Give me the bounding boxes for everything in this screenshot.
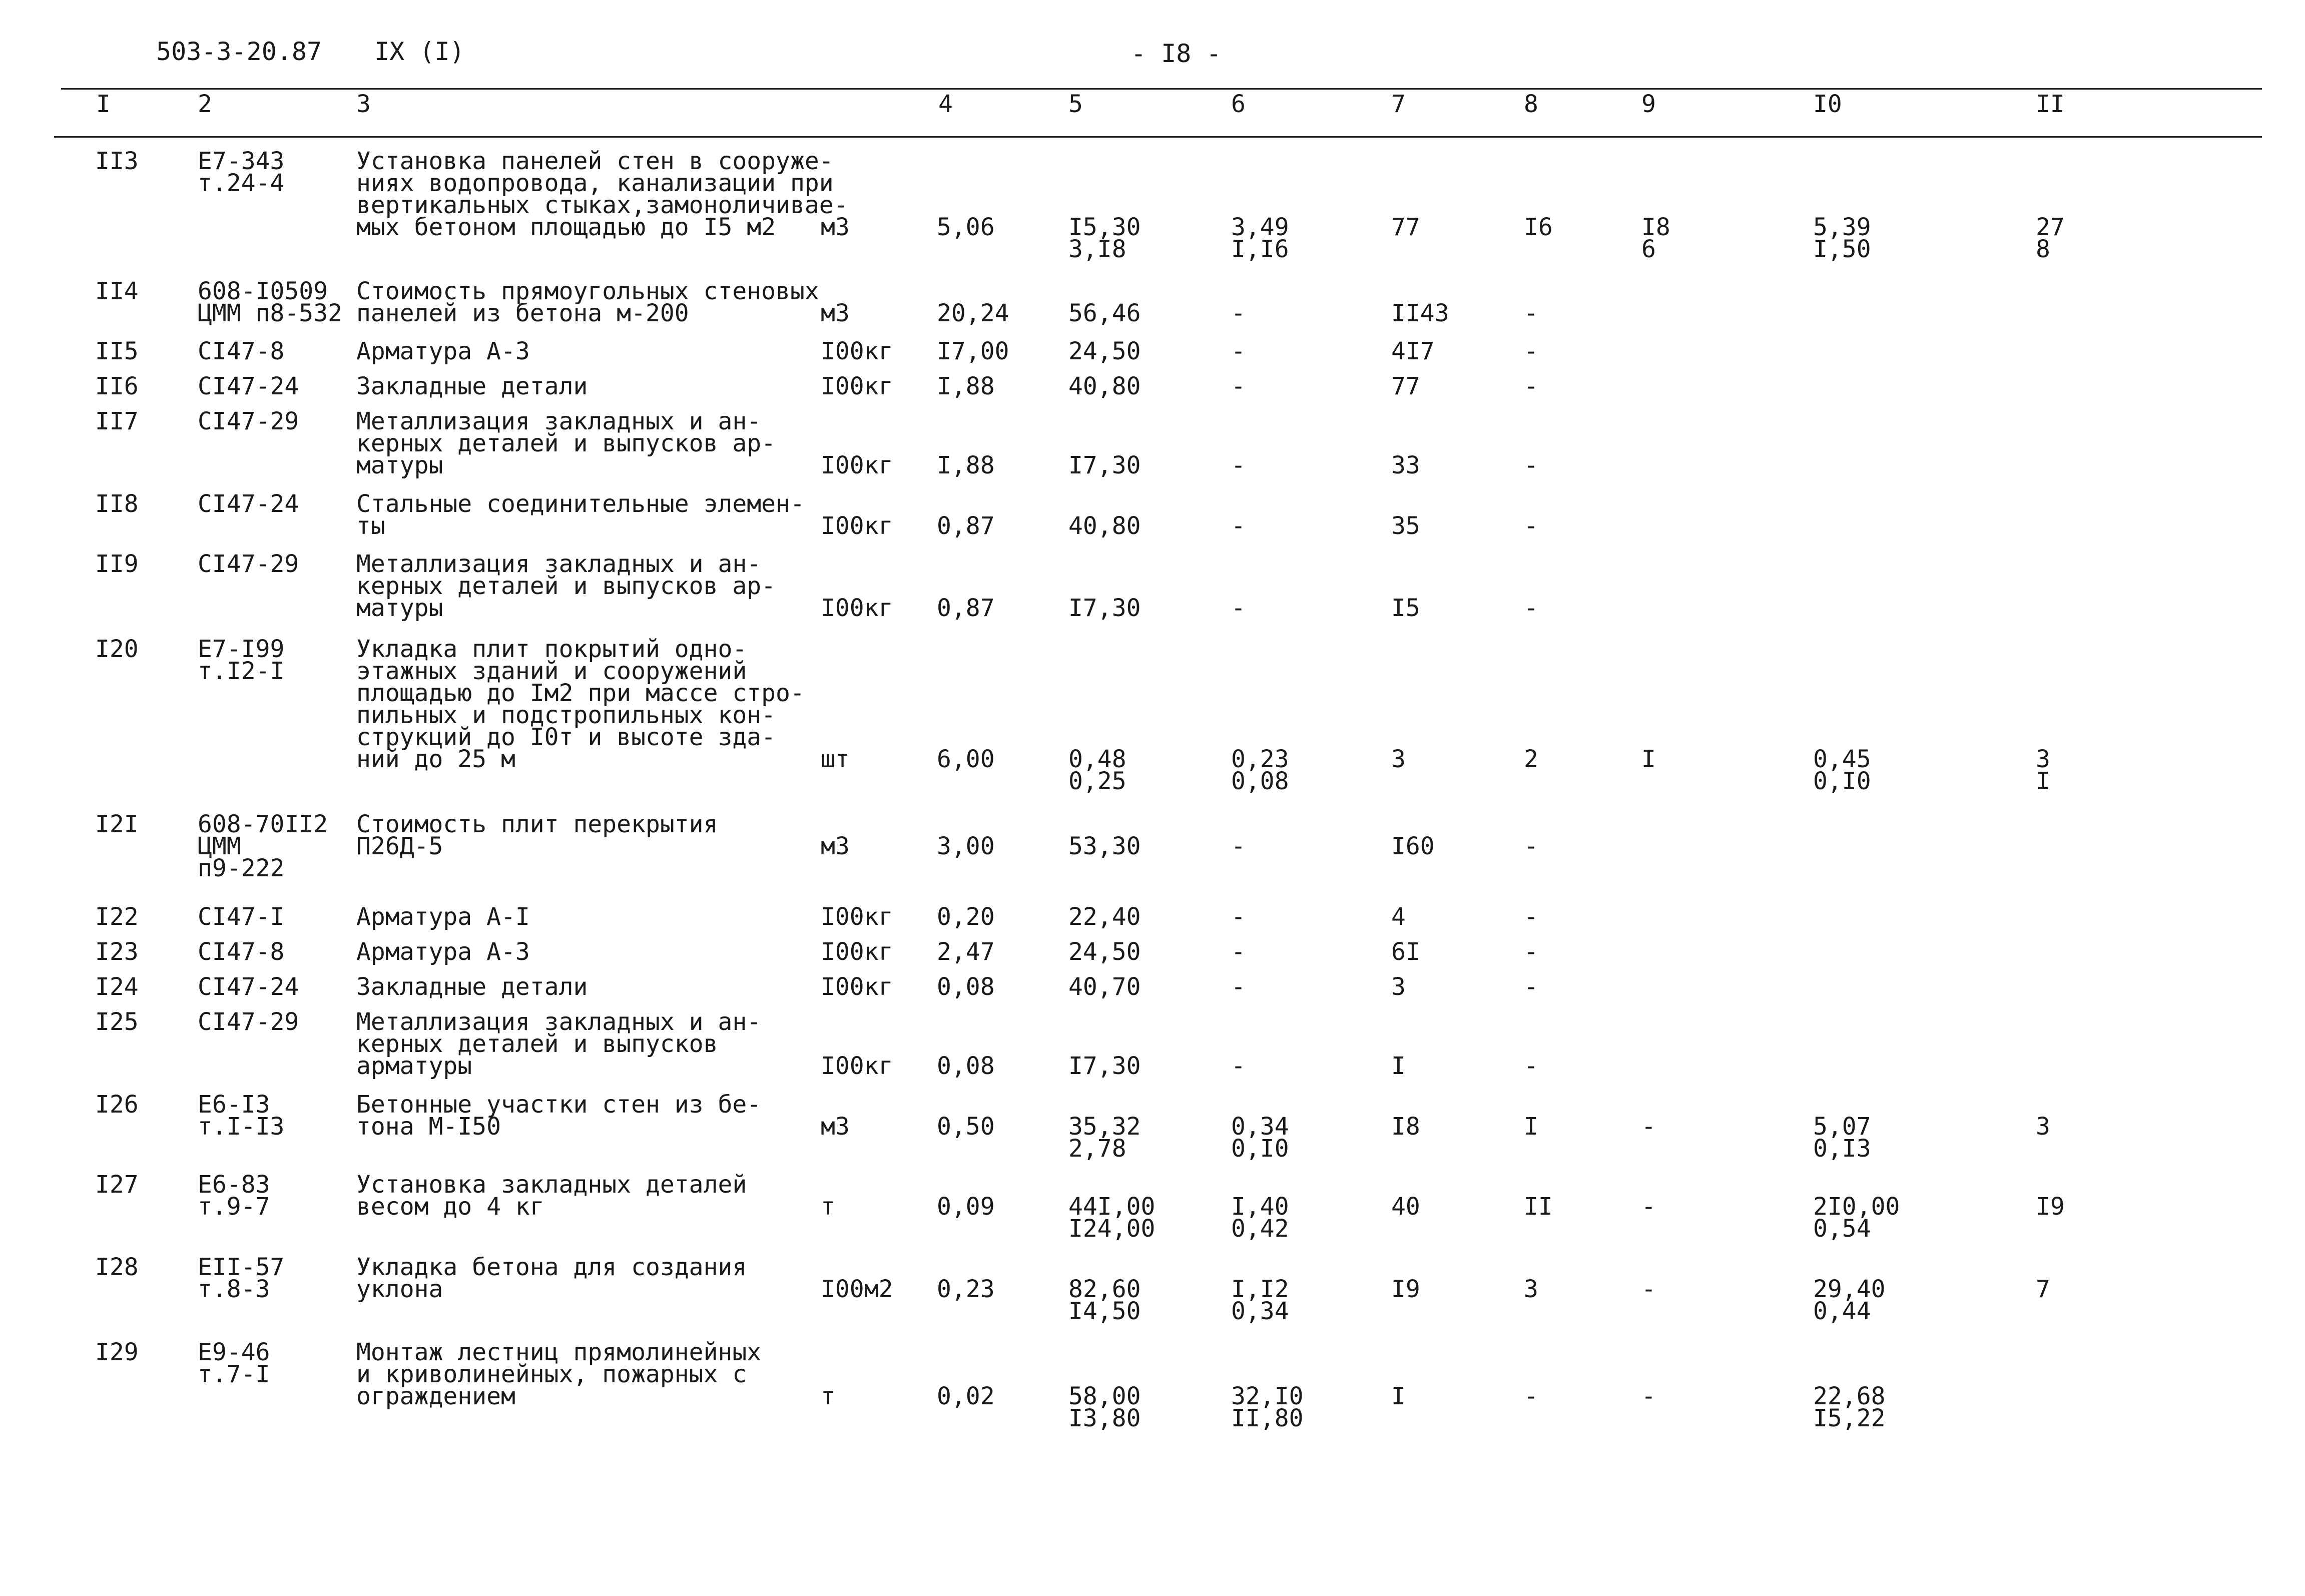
cost-value: I7,30 xyxy=(1068,594,1141,622)
cost-value: II xyxy=(1524,1193,1553,1221)
cost-value: 40,70 xyxy=(1068,973,1141,1001)
quantity: 0,08 xyxy=(937,973,995,1001)
work-description: ограждением xyxy=(356,1382,515,1410)
cost-value: 0,I3 xyxy=(1813,1135,1871,1163)
cost-value: 22,68 xyxy=(1813,1382,1886,1410)
cost-value: 0,23 xyxy=(1231,745,1289,773)
cost-value: I xyxy=(1524,1113,1538,1141)
norm-code: E7-343 xyxy=(198,147,285,175)
cost-value: 3 xyxy=(1391,745,1406,773)
work-description: керных деталей и выпусков ар- xyxy=(356,429,776,457)
work-description: Бетонные участки стен из бе- xyxy=(356,1091,762,1119)
header-bottom-rule xyxy=(54,136,2262,138)
column-header: 4 xyxy=(938,90,953,118)
cost-value: - xyxy=(1524,938,1538,966)
column-header: I0 xyxy=(1813,90,1842,118)
quantity: 0,02 xyxy=(937,1382,995,1410)
cost-value: 0,34 xyxy=(1231,1297,1289,1325)
cost-value: 82,60 xyxy=(1068,1275,1141,1303)
cost-value: 2I0,00 xyxy=(1813,1193,1900,1221)
cost-value: 0,25 xyxy=(1068,767,1126,795)
row-number: I2I xyxy=(95,810,139,838)
work-description: Закладные детали xyxy=(356,973,588,1001)
cost-value: 53,30 xyxy=(1068,832,1141,860)
cost-value: 0,42 xyxy=(1231,1215,1289,1243)
cost-value: 3 xyxy=(1391,973,1406,1001)
unit-of-measure: м3 xyxy=(821,832,850,860)
cost-value: 29,40 xyxy=(1813,1275,1886,1303)
cost-value: I60 xyxy=(1391,832,1435,860)
quantity: 0,20 xyxy=(937,903,995,931)
unit-of-measure: I00кг xyxy=(821,337,893,365)
column-header: 9 xyxy=(1641,90,1656,118)
cost-value: II,80 xyxy=(1231,1404,1304,1432)
cost-value: I,I2 xyxy=(1231,1275,1289,1303)
cost-value: 0,I0 xyxy=(1813,767,1871,795)
cost-value: - xyxy=(1641,1275,1656,1303)
row-number: I28 xyxy=(95,1253,139,1281)
quantity: 3,00 xyxy=(937,832,995,860)
column-header: 8 xyxy=(1524,90,1538,118)
work-description: Арматура А-I xyxy=(356,903,530,931)
cost-value: 27 xyxy=(2036,213,2065,241)
unit-of-measure: м3 xyxy=(821,213,850,241)
cost-value: 4 xyxy=(1391,903,1406,931)
row-number: I29 xyxy=(95,1338,139,1366)
cost-value: 2,78 xyxy=(1068,1135,1126,1163)
cost-value: 40 xyxy=(1391,1193,1420,1221)
cost-value: I3,80 xyxy=(1068,1404,1141,1432)
cost-value: I xyxy=(1641,745,1656,773)
cost-value: 7 xyxy=(2036,1275,2050,1303)
norm-code: CI47-8 xyxy=(198,938,285,966)
work-description: Стоимость прямоугольных стеновых xyxy=(356,277,819,305)
work-description: Арматура А-3 xyxy=(356,938,530,966)
norm-code: CI47-29 xyxy=(198,407,299,435)
work-description: вертикальных стыках,замоноличивае- xyxy=(356,191,848,219)
quantity: 20,24 xyxy=(937,299,1009,327)
unit-of-measure: т xyxy=(821,1193,835,1221)
norm-code: т.8-3 xyxy=(198,1275,270,1303)
column-header: 2 xyxy=(198,90,212,118)
cost-value: - xyxy=(1524,832,1538,860)
norm-code: 608-I0509 xyxy=(198,277,328,305)
quantity: I7,00 xyxy=(937,337,1009,365)
quantity: 5,06 xyxy=(937,213,995,241)
quantity: I,88 xyxy=(937,451,995,479)
row-number: II7 xyxy=(95,407,139,435)
header-top-rule xyxy=(61,88,2262,90)
work-description: весом до 4 кг xyxy=(356,1193,544,1221)
norm-code: т.7-I xyxy=(198,1360,270,1388)
cost-value: - xyxy=(1231,903,1246,931)
column-header: II xyxy=(2036,90,2065,118)
work-description: Укладка плит покрытий одно- xyxy=(356,635,747,663)
unit-of-measure: м3 xyxy=(821,1113,850,1141)
cost-value: I8 xyxy=(1391,1113,1420,1141)
cost-value: - xyxy=(1524,337,1538,365)
cost-value: I4,50 xyxy=(1068,1297,1141,1325)
cost-value: 8 xyxy=(2036,235,2050,263)
cost-value: - xyxy=(1524,1052,1538,1080)
cost-value: 0,48 xyxy=(1068,745,1126,773)
cost-value: I,50 xyxy=(1813,235,1871,263)
column-header: 3 xyxy=(356,90,371,118)
work-description: Металлизация закладных и ан- xyxy=(356,407,762,435)
cost-value: I xyxy=(1391,1382,1406,1410)
cost-value: I24,00 xyxy=(1068,1215,1156,1243)
cost-value: 5,07 xyxy=(1813,1113,1871,1141)
cost-value: 77 xyxy=(1391,213,1420,241)
work-description: струкций до I0т и высоте зда- xyxy=(356,723,776,751)
row-number: II8 xyxy=(95,490,139,518)
cost-value: 3 xyxy=(1524,1275,1538,1303)
row-number: II3 xyxy=(95,147,139,175)
quantity: 6,00 xyxy=(937,745,995,773)
cost-value: 6 xyxy=(1641,235,1656,263)
row-number: II6 xyxy=(95,372,139,400)
cost-value: I8 xyxy=(1641,213,1670,241)
cost-value: 32,I0 xyxy=(1231,1382,1304,1410)
cost-value: - xyxy=(1231,832,1246,860)
cost-value: - xyxy=(1524,299,1538,327)
norm-code: CI47-I xyxy=(198,903,285,931)
cost-value: - xyxy=(1524,372,1538,400)
column-header: 5 xyxy=(1068,90,1083,118)
cost-value: 0,44 xyxy=(1813,1297,1871,1325)
doc-section: IX (I) xyxy=(374,37,465,66)
work-description: ниях водопровода, канализации при xyxy=(356,169,834,197)
cost-value: - xyxy=(1231,1052,1246,1080)
unit-of-measure: I00кг xyxy=(821,372,893,400)
row-number: I26 xyxy=(95,1091,139,1119)
cost-value: 58,00 xyxy=(1068,1382,1141,1410)
work-description: Металлизация закладных и ан- xyxy=(356,1008,762,1036)
cost-value: - xyxy=(1231,973,1246,1001)
doc-code: 503-3-20.87 xyxy=(156,37,322,66)
unit-of-measure: I00кг xyxy=(821,973,893,1001)
row-number: II4 xyxy=(95,277,139,305)
norm-code: п9-222 xyxy=(198,854,285,882)
cost-value: 35,32 xyxy=(1068,1113,1141,1141)
row-number: I27 xyxy=(95,1171,139,1199)
row-number: I25 xyxy=(95,1008,139,1036)
work-description: керных деталей и выпусков xyxy=(356,1030,718,1058)
cost-value: 44I,00 xyxy=(1068,1193,1156,1221)
cost-value: 56,46 xyxy=(1068,299,1141,327)
work-description: уклона xyxy=(356,1275,443,1303)
cost-value: I,I6 xyxy=(1231,235,1289,263)
norm-code: CI47-24 xyxy=(198,490,299,518)
work-description: Установка панелей стен в сооруже- xyxy=(356,147,834,175)
column-header: I xyxy=(96,90,111,118)
work-description: П26Д-5 xyxy=(356,832,443,860)
cost-value: I7,30 xyxy=(1068,451,1141,479)
cost-value: 35 xyxy=(1391,512,1420,540)
unit-of-measure: I00кг xyxy=(821,938,893,966)
cost-value: 40,80 xyxy=(1068,372,1141,400)
work-description: матуры xyxy=(356,594,443,622)
row-number: I20 xyxy=(95,635,139,663)
unit-of-measure: I00кг xyxy=(821,512,893,540)
quantity: 0,87 xyxy=(937,512,995,540)
work-description: матуры xyxy=(356,451,443,479)
work-description: площадью до Iм2 при массе стро- xyxy=(356,679,805,707)
cost-value: - xyxy=(1641,1382,1656,1410)
cost-value: 40,80 xyxy=(1068,512,1141,540)
quantity: 0,08 xyxy=(937,1052,995,1080)
unit-of-measure: шт xyxy=(821,745,850,773)
unit-of-measure: I00кг xyxy=(821,594,893,622)
cost-value: - xyxy=(1231,512,1246,540)
norm-code: CI47-29 xyxy=(198,550,299,578)
norm-code: CI47-29 xyxy=(198,1008,299,1036)
work-description: пильных и подстропильных кон- xyxy=(356,701,776,729)
work-description: Укладка бетона для создания xyxy=(356,1253,747,1281)
cost-value: I9 xyxy=(1391,1275,1420,1303)
quantity: 0,50 xyxy=(937,1113,995,1141)
row-number: I22 xyxy=(95,903,139,931)
quantity: 0,23 xyxy=(937,1275,995,1303)
cost-value: - xyxy=(1231,594,1246,622)
work-description: Стоимость плит перекрытия xyxy=(356,810,718,838)
cost-value: 0,I0 xyxy=(1231,1135,1289,1163)
cost-value: 2 xyxy=(1524,745,1538,773)
work-description: мых бетоном площадью до I5 м2 xyxy=(356,213,776,241)
norm-code: т.I2-I xyxy=(198,657,285,685)
work-description: ний до 25 м xyxy=(356,745,515,773)
unit-of-measure: I00м2 xyxy=(821,1275,893,1303)
cost-value: 33 xyxy=(1391,451,1420,479)
cost-value: 3,I8 xyxy=(1068,235,1126,263)
cost-value: 6I xyxy=(1391,938,1420,966)
cost-value: 3 xyxy=(2036,745,2050,773)
cost-value: I5,30 xyxy=(1068,213,1141,241)
column-header: 6 xyxy=(1231,90,1246,118)
cost-value: - xyxy=(1524,973,1538,1001)
row-number: I23 xyxy=(95,938,139,966)
unit-of-measure: т xyxy=(821,1382,835,1410)
norm-code: CI47-24 xyxy=(198,372,299,400)
cost-value: - xyxy=(1231,451,1246,479)
row-number: II5 xyxy=(95,337,139,365)
cost-value: 3,49 xyxy=(1231,213,1289,241)
work-description: ты xyxy=(356,512,385,540)
cost-value: 24,50 xyxy=(1068,938,1141,966)
cost-value: 0,54 xyxy=(1813,1215,1871,1243)
page-number: - I8 - xyxy=(1131,39,1222,68)
cost-value: 77 xyxy=(1391,372,1420,400)
norm-code: 608-70II2 xyxy=(198,810,328,838)
cost-value: - xyxy=(1231,299,1246,327)
work-description: Арматура А-3 xyxy=(356,337,530,365)
cost-value: I6 xyxy=(1524,213,1553,241)
cost-value: 3 xyxy=(2036,1113,2050,1141)
cost-value: 0,45 xyxy=(1813,745,1871,773)
cost-value: I7,30 xyxy=(1068,1052,1141,1080)
norm-code: ЦММ xyxy=(198,832,241,860)
cost-value: 0,34 xyxy=(1231,1113,1289,1141)
work-description: Монтаж лестниц прямолинейных xyxy=(356,1338,762,1366)
unit-of-measure: м3 xyxy=(821,299,850,327)
cost-value: 5,39 xyxy=(1813,213,1871,241)
norm-code: ЦММ п8-532 xyxy=(198,299,342,327)
cost-value: II43 xyxy=(1391,299,1449,327)
quantity: 0,87 xyxy=(937,594,995,622)
norm-code: т.24-4 xyxy=(198,169,285,197)
cost-value: 22,40 xyxy=(1068,903,1141,931)
row-number: II9 xyxy=(95,550,139,578)
cost-value: I9 xyxy=(2036,1193,2065,1221)
row-number: I24 xyxy=(95,973,139,1001)
work-description: Металлизация закладных и ан- xyxy=(356,550,762,578)
norm-code: т.I-I3 xyxy=(198,1113,285,1141)
column-header: 7 xyxy=(1391,90,1406,118)
cost-value: - xyxy=(1524,512,1538,540)
work-description: керных деталей и выпусков ар- xyxy=(356,572,776,600)
work-description: Закладные детали xyxy=(356,372,588,400)
cost-value: I xyxy=(1391,1052,1406,1080)
work-description: этажных зданий и сооружений xyxy=(356,657,747,685)
work-description: арматуры xyxy=(356,1052,472,1080)
norm-code: E9-46 xyxy=(198,1338,270,1366)
cost-value: - xyxy=(1524,1382,1538,1410)
cost-value: 0,08 xyxy=(1231,767,1289,795)
norm-code: E6-I3 xyxy=(198,1091,270,1119)
quantity: 0,09 xyxy=(937,1193,995,1221)
norm-code: CI47-8 xyxy=(198,337,285,365)
cost-value: I5,22 xyxy=(1813,1404,1886,1432)
unit-of-measure: I00кг xyxy=(821,1052,893,1080)
cost-value: I,40 xyxy=(1231,1193,1289,1221)
cost-value: 24,50 xyxy=(1068,337,1141,365)
cost-value: - xyxy=(1524,451,1538,479)
norm-code: CI47-24 xyxy=(198,973,299,1001)
norm-code: E7-I99 xyxy=(198,635,285,663)
work-description: тона М-I50 xyxy=(356,1113,501,1141)
unit-of-measure: I00кг xyxy=(821,903,893,931)
unit-of-measure: I00кг xyxy=(821,451,893,479)
cost-value: 4I7 xyxy=(1391,337,1435,365)
norm-code: т.9-7 xyxy=(198,1193,270,1221)
norm-code: EII-57 xyxy=(198,1253,285,1281)
cost-value: - xyxy=(1524,903,1538,931)
cost-value: - xyxy=(1524,594,1538,622)
work-description: панелей из бетона м-200 xyxy=(356,299,689,327)
norm-code: E6-83 xyxy=(198,1171,270,1199)
cost-value: I xyxy=(2036,767,2050,795)
cost-value: I5 xyxy=(1391,594,1420,622)
cost-value: - xyxy=(1231,938,1246,966)
work-description: Установка закладных деталей xyxy=(356,1171,747,1199)
cost-value: - xyxy=(1641,1193,1656,1221)
quantity: I,88 xyxy=(937,372,995,400)
cost-value: - xyxy=(1231,337,1246,365)
work-description: и криволинейных, пожарных с xyxy=(356,1360,747,1388)
cost-value: - xyxy=(1641,1113,1656,1141)
quantity: 2,47 xyxy=(937,938,995,966)
work-description: Стальные соединительные элемен- xyxy=(356,490,805,518)
cost-value: - xyxy=(1231,372,1246,400)
